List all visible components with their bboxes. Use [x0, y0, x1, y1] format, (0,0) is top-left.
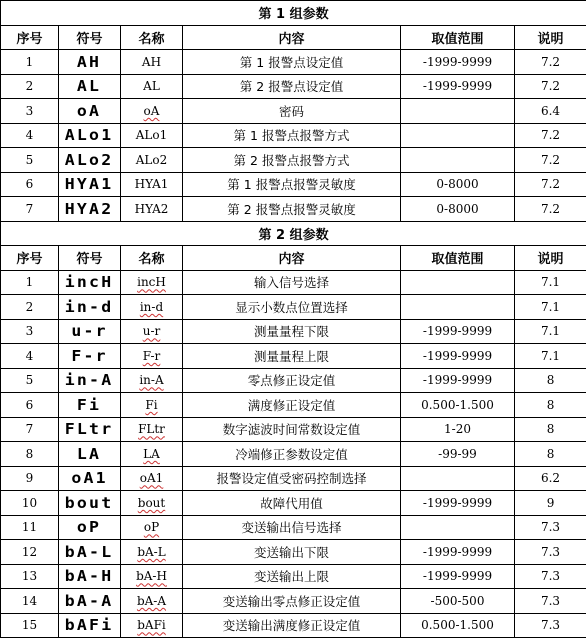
row-note: 7.2: [515, 123, 586, 148]
row-index: 2: [1, 295, 59, 320]
row-name: [121, 540, 183, 565]
param-name: in-d: [140, 300, 163, 314]
row-content: 输入信号选择: [183, 270, 401, 295]
row-range: -1999-9999: [401, 368, 515, 393]
row-note: 7.1: [515, 344, 586, 369]
row-symbol: [59, 123, 121, 148]
row-content: 第 2 报警点报警方式: [183, 148, 401, 173]
row-symbol: [59, 515, 121, 540]
row-range: -1999-9999: [401, 344, 515, 369]
segment-symbol: LA: [77, 445, 101, 463]
row-note: 9: [515, 491, 586, 516]
row-note: 6.4: [515, 99, 586, 124]
section-1-header-row: [1, 25, 586, 50]
row-name: [121, 148, 183, 173]
row-symbol: [59, 344, 121, 369]
row-symbol: [59, 270, 121, 295]
table-row: [1, 123, 586, 148]
row-note: 7.1: [515, 270, 586, 295]
row-range: -1999-9999: [401, 74, 515, 99]
table-row: [1, 417, 586, 442]
row-content: 第 1 报警点设定值: [183, 50, 401, 75]
header-index: 序号: [1, 246, 59, 271]
param-name: ALo2: [136, 153, 168, 167]
table-row: [1, 613, 586, 638]
row-index: 4: [1, 123, 59, 148]
row-name: [121, 564, 183, 589]
row-range: -500-500: [401, 589, 515, 614]
table-row: [1, 589, 586, 614]
row-name: [121, 74, 183, 99]
row-name: [121, 172, 183, 197]
section-2-title-row: [1, 221, 586, 246]
row-index: 7: [1, 417, 59, 442]
table-row: [1, 295, 586, 320]
param-name: bAFi: [137, 618, 166, 632]
row-index: 8: [1, 442, 59, 467]
row-content: 显示小数点位置选择: [183, 295, 401, 320]
row-content: 冷端修正参数设定值: [183, 442, 401, 467]
param-name: HYA1: [135, 177, 169, 191]
row-range: -1999-9999: [401, 50, 515, 75]
table-row: [1, 148, 586, 173]
row-note: 7.3: [515, 515, 586, 540]
row-index: 2: [1, 74, 59, 99]
section-1-title-row: [1, 1, 586, 26]
row-range: 0-8000: [401, 197, 515, 222]
segment-symbol: in-d: [65, 298, 114, 316]
header-content: 内容: [183, 25, 401, 50]
param-name: oA: [144, 104, 160, 118]
row-note: 7.2: [515, 197, 586, 222]
segment-symbol: ALo1: [65, 126, 114, 144]
row-name: [121, 613, 183, 638]
table-row: [1, 564, 586, 589]
row-index: 10: [1, 491, 59, 516]
row-content: 第 2 报警点设定值: [183, 74, 401, 99]
param-name: LA: [143, 447, 160, 461]
row-name: [121, 491, 183, 516]
row-content: 变送输出满度修正设定值: [183, 613, 401, 638]
row-range: -1999-9999: [401, 491, 515, 516]
row-range: -1999-9999: [401, 319, 515, 344]
row-content: 报警设定值受密码控制选择: [183, 466, 401, 491]
segment-symbol: incH: [65, 273, 114, 291]
row-name: [121, 393, 183, 418]
row-content: 数字滤波时间常数设定值: [183, 417, 401, 442]
row-name: [121, 515, 183, 540]
header-name: 名称: [121, 246, 183, 271]
row-symbol: [59, 540, 121, 565]
param-name: bA-A: [137, 594, 166, 608]
row-index: 1: [1, 270, 59, 295]
row-index: 3: [1, 319, 59, 344]
row-note: 7.2: [515, 148, 586, 173]
header-content: 内容: [183, 246, 401, 271]
row-content: 故障代用值: [183, 491, 401, 516]
row-symbol: [59, 319, 121, 344]
row-symbol: [59, 466, 121, 491]
param-name: bA-L: [137, 545, 165, 559]
row-range: 0-8000: [401, 172, 515, 197]
row-index: 1: [1, 50, 59, 75]
row-content: 零点修正设定值: [183, 368, 401, 393]
row-symbol: [59, 613, 121, 638]
row-name: [121, 319, 183, 344]
section-2-title: 第 2 组参数: [1, 221, 586, 246]
table-row: [1, 466, 586, 491]
row-index: 7: [1, 197, 59, 222]
row-content: 变送输出上限: [183, 564, 401, 589]
row-name: [121, 466, 183, 491]
table-row: [1, 540, 586, 565]
row-note: 7.2: [515, 172, 586, 197]
row-range: -1999-9999: [401, 564, 515, 589]
row-note: 8: [515, 417, 586, 442]
table-row: [1, 172, 586, 197]
header-name: 名称: [121, 25, 183, 50]
param-name: oA1: [140, 471, 164, 485]
segment-symbol: bA-L: [65, 543, 114, 561]
section-2-header-row: [1, 246, 586, 271]
param-name: HYA2: [135, 202, 169, 216]
param-name: AL: [143, 79, 160, 93]
header-symbol: 符号: [59, 25, 121, 50]
row-index: 5: [1, 368, 59, 393]
segment-symbol: bout: [65, 494, 114, 512]
table-row: [1, 50, 586, 75]
row-note: 6.2: [515, 466, 586, 491]
row-symbol: [59, 74, 121, 99]
segment-symbol: bA-A: [65, 592, 114, 610]
header-note: 说明: [515, 25, 586, 50]
segment-symbol: FLtr: [65, 420, 114, 438]
param-name: oP: [144, 520, 159, 534]
segment-symbol: AL: [77, 77, 101, 95]
row-name: [121, 50, 183, 75]
table-row: [1, 491, 586, 516]
segment-symbol: in-A: [65, 371, 114, 389]
row-name: [121, 442, 183, 467]
row-index: 9: [1, 466, 59, 491]
row-note: 7.3: [515, 540, 586, 565]
row-symbol: [59, 417, 121, 442]
table-row: [1, 319, 586, 344]
row-content: 测量量程上限: [183, 344, 401, 369]
param-name: in-A: [139, 373, 163, 387]
param-name: F-r: [143, 349, 161, 363]
table-row: [1, 197, 586, 222]
table-row: [1, 393, 586, 418]
segment-symbol: oA1: [71, 469, 107, 487]
row-name: [121, 589, 183, 614]
param-name: u-r: [143, 324, 161, 338]
row-index: 4: [1, 344, 59, 369]
segment-symbol: AH: [77, 53, 101, 71]
row-note: 7.3: [515, 613, 586, 638]
segment-symbol: u-r: [71, 322, 107, 340]
row-range: [401, 148, 515, 173]
row-content: 测量量程下限: [183, 319, 401, 344]
param-name: bout: [138, 496, 165, 510]
segment-symbol: Fi: [77, 396, 101, 414]
row-index: 3: [1, 99, 59, 124]
row-name: [121, 99, 183, 124]
row-range: [401, 515, 515, 540]
header-note: 说明: [515, 246, 586, 271]
row-symbol: [59, 197, 121, 222]
row-note: 7.2: [515, 74, 586, 99]
row-name: [121, 123, 183, 148]
row-range: 1-20: [401, 417, 515, 442]
table-row: [1, 270, 586, 295]
table-row: [1, 368, 586, 393]
row-range: -99-99: [401, 442, 515, 467]
header-range: 取值范围: [401, 246, 515, 271]
row-note: 8: [515, 368, 586, 393]
segment-symbol: bA-H: [65, 567, 114, 585]
row-note: 7.1: [515, 319, 586, 344]
row-symbol: [59, 99, 121, 124]
param-name: FLtr: [138, 422, 165, 436]
row-index: 13: [1, 564, 59, 589]
row-index: 6: [1, 393, 59, 418]
table-row: [1, 99, 586, 124]
row-name: [121, 368, 183, 393]
param-name: bA-H: [136, 569, 167, 583]
row-symbol: [59, 589, 121, 614]
row-content: 第 1 报警点报警方式: [183, 123, 401, 148]
row-note: 7.2: [515, 50, 586, 75]
row-content: 满度修正设定值: [183, 393, 401, 418]
row-range: [401, 466, 515, 491]
table-row: [1, 515, 586, 540]
header-symbol: 符号: [59, 246, 121, 271]
header-range: 取值范围: [401, 25, 515, 50]
row-symbol: [59, 393, 121, 418]
row-index: 11: [1, 515, 59, 540]
row-content: 变送输出信号选择: [183, 515, 401, 540]
row-range: [401, 270, 515, 295]
row-range: [401, 123, 515, 148]
row-note: 7.3: [515, 589, 586, 614]
row-range: 0.500-1.500: [401, 613, 515, 638]
param-name: ALo1: [136, 128, 168, 142]
table-row: [1, 442, 586, 467]
row-symbol: [59, 442, 121, 467]
row-content: 第 2 报警点报警灵敏度: [183, 197, 401, 222]
row-index: 14: [1, 589, 59, 614]
segment-symbol: bAFi: [65, 616, 114, 634]
param-name: incH: [137, 275, 166, 289]
param-name: AH: [142, 55, 161, 69]
row-range: [401, 99, 515, 124]
row-content: 变送输出零点修正设定值: [183, 589, 401, 614]
row-symbol: [59, 172, 121, 197]
row-note: 7.1: [515, 295, 586, 320]
row-note: 8: [515, 442, 586, 467]
section-1-title: 第 1 组参数: [1, 1, 586, 26]
row-symbol: [59, 491, 121, 516]
row-name: [121, 417, 183, 442]
param-name: Fi: [145, 398, 157, 412]
row-note: 8: [515, 393, 586, 418]
row-content: 第 1 报警点报警灵敏度: [183, 172, 401, 197]
row-index: 6: [1, 172, 59, 197]
row-symbol: [59, 148, 121, 173]
segment-symbol: HYA2: [65, 200, 114, 218]
header-index: 序号: [1, 25, 59, 50]
row-index: 12: [1, 540, 59, 565]
segment-symbol: HYA1: [65, 175, 114, 193]
row-index: 15: [1, 613, 59, 638]
table-row: [1, 344, 586, 369]
row-range: [401, 295, 515, 320]
row-name: [121, 295, 183, 320]
row-content: 变送输出下限: [183, 540, 401, 565]
row-symbol: [59, 50, 121, 75]
row-symbol: [59, 564, 121, 589]
row-symbol: [59, 368, 121, 393]
row-range: -1999-9999: [401, 540, 515, 565]
table-row: [1, 74, 586, 99]
segment-symbol: ALo2: [65, 151, 114, 169]
segment-symbol: F-r: [71, 347, 107, 365]
row-name: [121, 344, 183, 369]
row-content: 密码: [183, 99, 401, 124]
segment-symbol: oA: [77, 102, 101, 120]
row-index: 5: [1, 148, 59, 173]
row-range: 0.500-1.500: [401, 393, 515, 418]
row-name: [121, 270, 183, 295]
row-name: [121, 197, 183, 222]
segment-symbol: oP: [77, 518, 101, 536]
row-note: 7.3: [515, 564, 586, 589]
row-symbol: [59, 295, 121, 320]
parameter-table-body: [1, 1, 586, 638]
